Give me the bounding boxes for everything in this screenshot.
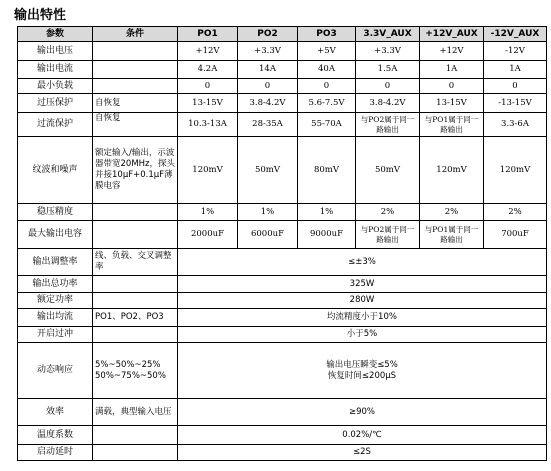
condition-line: 5%~50%~25% bbox=[95, 359, 161, 370]
row-condition bbox=[93, 293, 178, 309]
merged-value: ≤2S bbox=[178, 445, 547, 461]
row-condition: 满载，典型输入电压 bbox=[93, 399, 178, 426]
cell-value: 4.2A bbox=[178, 61, 238, 79]
table-row bbox=[18, 61, 547, 79]
table-row bbox=[18, 137, 547, 204]
row-condition: 额定输入/输出，示波器带宽20MHz，探头并接10μF+0.1μF薄膜电容 bbox=[93, 137, 178, 204]
cell-value: 120mV bbox=[420, 137, 484, 204]
cell-value: 120mV bbox=[484, 137, 547, 204]
cell-value: 3.8-4.2V bbox=[356, 94, 420, 113]
table-row bbox=[18, 94, 547, 113]
cell-value: 0 bbox=[484, 79, 547, 94]
cell-value: 40A bbox=[298, 61, 356, 79]
cell-value: 3.3-6A bbox=[484, 113, 547, 137]
row-condition: 自恢复 bbox=[93, 113, 178, 137]
table-row bbox=[18, 42, 547, 61]
row-param: 过流保护 bbox=[18, 113, 93, 137]
row-condition bbox=[93, 79, 178, 94]
cell-value: 0 bbox=[238, 79, 298, 94]
cell-value: 2% bbox=[484, 204, 547, 221]
cell-value: 1% bbox=[178, 204, 238, 221]
header-param: 参数 bbox=[18, 27, 93, 42]
value-line: 输出电压瞬变≤5% bbox=[326, 359, 398, 370]
cell-value: 0 bbox=[178, 79, 238, 94]
row-param: 稳压精度 bbox=[18, 204, 93, 221]
row-condition bbox=[93, 426, 178, 445]
table-row bbox=[18, 79, 547, 94]
cell-value: 55-70A bbox=[298, 113, 356, 137]
row-param: 动态响应 bbox=[18, 343, 93, 399]
row-condition bbox=[93, 61, 178, 79]
header-3v3-aux: 3.3V_AUX bbox=[356, 27, 420, 42]
table-row bbox=[18, 309, 547, 327]
row-condition: PO1、PO2、PO3 bbox=[93, 309, 178, 327]
row-condition bbox=[93, 445, 178, 461]
merged-value bbox=[178, 343, 547, 399]
row-condition: 自恢复 bbox=[93, 94, 178, 113]
table-row bbox=[18, 293, 547, 309]
cell-value: 1A bbox=[484, 61, 547, 79]
table-row bbox=[18, 221, 547, 249]
cell-value: 50mV bbox=[356, 137, 420, 204]
merged-value: ≤±3% bbox=[178, 249, 547, 276]
row-condition bbox=[93, 327, 178, 343]
row-condition bbox=[93, 204, 178, 221]
row-param: 温度系数 bbox=[18, 426, 93, 445]
row-param: 输出调整率 bbox=[18, 249, 93, 276]
section-heading: 输出特性 bbox=[14, 8, 67, 23]
value-line: 恢复时间≤200μS bbox=[327, 370, 397, 381]
row-param: 输出均流 bbox=[18, 309, 93, 327]
table-row bbox=[18, 113, 547, 137]
header-po3: PO3 bbox=[298, 27, 356, 42]
row-condition bbox=[93, 276, 178, 293]
cell-value: 120mV bbox=[178, 137, 238, 204]
cell-value: -13-15V bbox=[484, 94, 547, 113]
cell-value: 1% bbox=[238, 204, 298, 221]
output-characteristics-table bbox=[17, 26, 547, 461]
cell-value: +5V bbox=[298, 42, 356, 61]
cell-value: 50mV bbox=[238, 137, 298, 204]
table-row bbox=[18, 445, 547, 461]
row-param: 效率 bbox=[18, 399, 93, 426]
header-po1: PO1 bbox=[178, 27, 238, 42]
cell-value: 13-15V bbox=[178, 94, 238, 113]
cell-value: 13-15V bbox=[420, 94, 484, 113]
row-condition bbox=[93, 221, 178, 249]
row-param: 过压保护 bbox=[18, 94, 93, 113]
cell-value: +3.3V bbox=[238, 42, 298, 61]
row-param: 额定功率 bbox=[18, 293, 93, 309]
merged-value: 325W bbox=[178, 276, 547, 293]
table-row bbox=[18, 343, 547, 399]
cell-value: 与PO1属于同一路输出 bbox=[420, 113, 484, 137]
cell-value: -12V bbox=[484, 42, 547, 61]
cell-value: 与PO2属于同一路输出 bbox=[356, 221, 420, 249]
cell-value: 9000uF bbox=[298, 221, 356, 249]
cell-value: 3.8-4.2V bbox=[238, 94, 298, 113]
table-row bbox=[18, 399, 547, 426]
cell-value: 1A bbox=[420, 61, 484, 79]
cell-value: 28-35A bbox=[238, 113, 298, 137]
row-param: 输出总功率 bbox=[18, 276, 93, 293]
header-neg12v-aux: -12V_AUX bbox=[484, 27, 547, 42]
cell-value: +3.3V bbox=[356, 42, 420, 61]
row-param: 输出电流 bbox=[18, 61, 93, 79]
table-row bbox=[18, 204, 547, 221]
cell-value: 5.6-7.5V bbox=[298, 94, 356, 113]
merged-value: 小于5% bbox=[178, 327, 547, 343]
cell-value: +12V bbox=[178, 42, 238, 61]
table-row bbox=[18, 426, 547, 445]
cell-value: 6000uF bbox=[238, 221, 298, 249]
header-row bbox=[18, 27, 547, 42]
merged-value: 0.02%/℃ bbox=[178, 426, 547, 445]
header-condition: 条件 bbox=[93, 27, 178, 42]
row-param: 纹波和噪声 bbox=[18, 137, 93, 204]
table-row bbox=[18, 276, 547, 293]
table-row bbox=[18, 249, 547, 276]
cell-value: 0 bbox=[420, 79, 484, 94]
merged-value: ≥90% bbox=[178, 399, 547, 426]
merged-value: 均流精度小于10% bbox=[178, 309, 547, 327]
cell-value: 14A bbox=[238, 61, 298, 79]
row-condition bbox=[93, 42, 178, 61]
cell-value: +12V bbox=[420, 42, 484, 61]
header-12v-aux: +12V_AUX bbox=[420, 27, 484, 42]
cell-value: 2000uF bbox=[178, 221, 238, 249]
table-row bbox=[18, 327, 547, 343]
cell-value: 700uF bbox=[484, 221, 547, 249]
row-param: 启动延时 bbox=[18, 445, 93, 461]
cell-value: 0 bbox=[298, 79, 356, 94]
cell-value: 0 bbox=[356, 79, 420, 94]
row-condition bbox=[93, 343, 178, 399]
cell-value: 2% bbox=[420, 204, 484, 221]
condition-line: 50%~75%~50% bbox=[95, 370, 166, 381]
header-po2: PO2 bbox=[238, 27, 298, 42]
cell-value: 与PO2属于同一路输出 bbox=[356, 113, 420, 137]
cell-value: 80mV bbox=[298, 137, 356, 204]
row-param: 开启过冲 bbox=[18, 327, 93, 343]
cell-value: 10.3-13A bbox=[178, 113, 238, 137]
cell-value: 1.5A bbox=[356, 61, 420, 79]
row-param: 最大输出电容 bbox=[18, 221, 93, 249]
cell-value: 2% bbox=[356, 204, 420, 221]
cell-value: 与PO1属于同一路输出 bbox=[420, 221, 484, 249]
row-param: 最小负载 bbox=[18, 79, 93, 94]
row-param: 输出电压 bbox=[18, 42, 93, 61]
cell-value: 1% bbox=[298, 204, 356, 221]
merged-value: 280W bbox=[178, 293, 547, 309]
row-condition: 线、负载、交叉调整率 bbox=[93, 249, 178, 276]
